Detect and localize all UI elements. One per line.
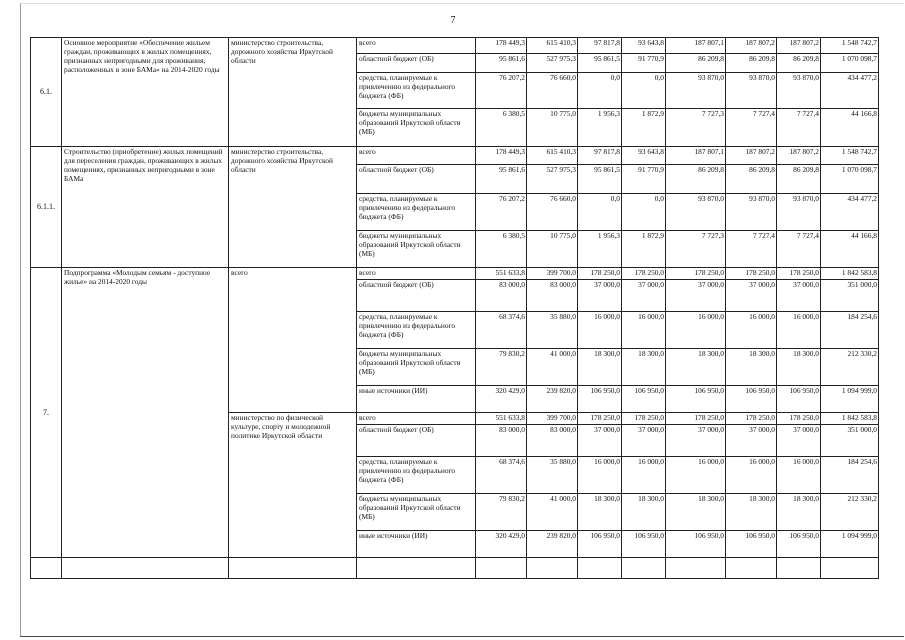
value-cell: 93 870,0 <box>777 194 821 231</box>
funding-source: бюджеты муниципальных образований Иркутской области (МБ) <box>357 109 476 147</box>
empty-cell <box>622 558 666 579</box>
funding-source: средства, планируемые к привлечению из федерального бюджета (ФБ) <box>357 73 476 109</box>
value-cell: 86 209,8 <box>666 165 726 194</box>
value-cell: 551 633,8 <box>476 268 527 280</box>
value-cell: 97 817,8 <box>578 38 622 54</box>
value-cell: 239 820,0 <box>527 531 578 558</box>
value-cell: 44 166,8 <box>821 231 879 268</box>
value-cell: 178 250,0 <box>777 268 821 280</box>
value-cell: 399 700,0 <box>527 413 578 425</box>
value-cell: 97 817,8 <box>578 147 622 165</box>
value-cell: 6 380,5 <box>476 109 527 147</box>
value-cell: 615 410,3 <box>527 147 578 165</box>
value-cell: 178 250,0 <box>622 413 666 425</box>
value-cell: 1 094 999,0 <box>821 386 879 413</box>
value-cell: 37 000,0 <box>777 280 821 312</box>
value-cell: 37 000,0 <box>578 425 622 457</box>
value-cell: 434 477,2 <box>821 194 879 231</box>
empty-cell <box>357 558 476 579</box>
table-row-empty <box>31 558 879 579</box>
value-cell: 1 842 583,8 <box>821 413 879 425</box>
value-cell: 18 300,0 <box>578 349 622 386</box>
value-cell: 79 830,2 <box>476 349 527 386</box>
value-cell: 187 807,2 <box>777 147 821 165</box>
row-executor: министерство строительства, дорожного хозяйства Иркутской области <box>229 38 357 147</box>
value-cell: 35 880,0 <box>527 457 578 494</box>
value-cell: 320 429,0 <box>476 531 527 558</box>
funding-source: всего <box>357 413 476 425</box>
funding-source: областной бюджет (ОБ) <box>357 165 476 194</box>
value-cell: 178 250,0 <box>726 413 777 425</box>
value-cell: 351 000,0 <box>821 425 879 457</box>
value-cell: 83 000,0 <box>527 425 578 457</box>
value-cell: 16 000,0 <box>622 312 666 349</box>
value-cell: 184 254,6 <box>821 312 879 349</box>
value-cell: 106 950,0 <box>622 531 666 558</box>
value-cell: 106 950,0 <box>578 386 622 413</box>
funding-source: всего <box>357 147 476 165</box>
funding-source: всего <box>357 268 476 280</box>
value-cell: 178 250,0 <box>578 268 622 280</box>
value-cell: 351 000,0 <box>821 280 879 312</box>
value-cell: 16 000,0 <box>726 312 777 349</box>
value-cell: 187 807,1 <box>666 38 726 54</box>
value-cell: 1 070 098,7 <box>821 54 879 73</box>
value-cell: 18 300,0 <box>622 349 666 386</box>
value-cell: 178 250,0 <box>666 268 726 280</box>
value-cell: 7 727,4 <box>777 109 821 147</box>
empty-cell <box>777 558 821 579</box>
value-cell: 7 727,3 <box>666 231 726 268</box>
value-cell: 83 000,0 <box>476 425 527 457</box>
value-cell: 16 000,0 <box>777 312 821 349</box>
funding-source: средства, планируемые к привлечению из федерального бюджета (ФБ) <box>357 457 476 494</box>
value-cell: 615 410,3 <box>527 38 578 54</box>
value-cell: 1 070 098,7 <box>821 165 879 194</box>
value-cell: 178 250,0 <box>622 268 666 280</box>
value-cell: 239 820,0 <box>527 386 578 413</box>
value-cell: 106 950,0 <box>726 531 777 558</box>
value-cell: 83 000,0 <box>476 280 527 312</box>
value-cell: 16 000,0 <box>578 457 622 494</box>
value-cell: 0,0 <box>578 73 622 109</box>
value-cell: 86 209,8 <box>777 165 821 194</box>
value-cell: 187 807,1 <box>666 147 726 165</box>
row-code: 7. <box>31 268 62 558</box>
value-cell: 106 950,0 <box>777 386 821 413</box>
value-cell: 0,0 <box>622 194 666 231</box>
funding-source: средства, планируемые к привлечению из федерального бюджета (ФБ) <box>357 194 476 231</box>
value-cell: 399 700,0 <box>527 268 578 280</box>
value-cell: 86 209,8 <box>777 54 821 73</box>
value-cell: 93 870,0 <box>726 73 777 109</box>
value-cell: 18 300,0 <box>578 494 622 531</box>
value-cell: 86 209,8 <box>726 165 777 194</box>
value-cell: 106 950,0 <box>666 531 726 558</box>
value-cell: 44 166,8 <box>821 109 879 147</box>
value-cell: 76 207,2 <box>476 194 527 231</box>
page-number: 7 <box>450 15 456 26</box>
value-cell: 86 209,8 <box>726 54 777 73</box>
value-cell: 106 950,0 <box>666 386 726 413</box>
value-cell: 95 861,6 <box>476 54 527 73</box>
row-name: Строительство (приобретение) жилых помещений для переселения граждан, проживающих в жилых помещениях, признанных непригодными в зоне БАМа <box>62 147 229 268</box>
value-cell: 10 775,0 <box>527 231 578 268</box>
value-cell: 1 872,9 <box>622 109 666 147</box>
value-cell: 18 300,0 <box>666 349 726 386</box>
value-cell: 37 000,0 <box>726 425 777 457</box>
row-executor: министерство строительства, дорожного хозяйства Иркутской области <box>229 147 357 268</box>
value-cell: 76 207,2 <box>476 73 527 109</box>
value-cell: 1 842 583,8 <box>821 268 879 280</box>
funding-source: средства, планируемые к привлечению из федерального бюджета (ФБ) <box>357 312 476 349</box>
table-row <box>31 268 879 280</box>
value-cell: 37 000,0 <box>622 280 666 312</box>
funding-source: областной бюджет (ОБ) <box>357 280 476 312</box>
value-cell: 91 770,9 <box>622 165 666 194</box>
table-row <box>31 147 879 165</box>
value-cell: 1 872,9 <box>622 231 666 268</box>
value-cell: 68 374,6 <box>476 457 527 494</box>
value-cell: 76 660,0 <box>527 194 578 231</box>
value-cell: 106 950,0 <box>777 531 821 558</box>
value-cell: 7 727,3 <box>666 109 726 147</box>
value-cell: 16 000,0 <box>777 457 821 494</box>
value-cell: 37 000,0 <box>666 280 726 312</box>
value-cell: 16 000,0 <box>726 457 777 494</box>
value-cell: 178 250,0 <box>666 413 726 425</box>
funding-source: иные источники (ИИ) <box>357 531 476 558</box>
value-cell: 18 300,0 <box>777 494 821 531</box>
value-cell: 16 000,0 <box>666 312 726 349</box>
empty-cell <box>821 558 879 579</box>
value-cell: 93 870,0 <box>666 194 726 231</box>
value-cell: 527 975,3 <box>527 165 578 194</box>
funding-source: иные источники (ИИ) <box>357 386 476 413</box>
value-cell: 95 861,5 <box>578 54 622 73</box>
value-cell: 106 950,0 <box>726 386 777 413</box>
value-cell: 7 727,4 <box>726 231 777 268</box>
empty-cell <box>31 558 62 579</box>
value-cell: 16 000,0 <box>622 457 666 494</box>
value-cell: 93 643,8 <box>622 38 666 54</box>
empty-cell <box>666 558 726 579</box>
value-cell: 95 861,5 <box>578 165 622 194</box>
value-cell: 7 727,4 <box>726 109 777 147</box>
value-cell: 37 000,0 <box>726 280 777 312</box>
value-cell: 551 633,8 <box>476 413 527 425</box>
value-cell: 35 880,0 <box>527 312 578 349</box>
value-cell: 7 727,4 <box>777 231 821 268</box>
value-cell: 0,0 <box>622 73 666 109</box>
value-cell: 95 861,6 <box>476 165 527 194</box>
value-cell: 37 000,0 <box>777 425 821 457</box>
empty-cell <box>527 558 578 579</box>
table-row <box>31 38 879 54</box>
value-cell: 527 975,3 <box>527 54 578 73</box>
value-cell: 68 374,6 <box>476 312 527 349</box>
funding-source: бюджеты муниципальных образований Иркутской области (МБ) <box>357 349 476 386</box>
empty-cell <box>62 558 229 579</box>
row-executor: министерство по физической культуре, спорту и молодежной политике Иркутской области <box>229 413 357 558</box>
funding-source: бюджеты муниципальных образований Иркутской области (МБ) <box>357 494 476 531</box>
value-cell: 1 956,3 <box>578 231 622 268</box>
value-cell: 1 956,3 <box>578 109 622 147</box>
empty-cell <box>726 558 777 579</box>
value-cell: 41 000,0 <box>527 349 578 386</box>
row-name: Основное мероприятие «Обеспечение жильем граждан, проживающих в жилых помещениях, признанных непригодными для проживания, расположенных в зоне БАМа» на 2014-2020 годы <box>62 38 229 147</box>
value-cell: 178 250,0 <box>777 413 821 425</box>
value-cell: 18 300,0 <box>726 349 777 386</box>
value-cell: 16 000,0 <box>666 457 726 494</box>
value-cell: 1 548 742,7 <box>821 147 879 165</box>
table-body <box>31 38 879 579</box>
value-cell: 18 300,0 <box>622 494 666 531</box>
value-cell: 86 209,8 <box>666 54 726 73</box>
row-code: 6.1. <box>31 38 62 147</box>
funding-source: всего <box>357 38 476 54</box>
value-cell: 106 950,0 <box>578 531 622 558</box>
value-cell: 18 300,0 <box>777 349 821 386</box>
value-cell: 187 807,2 <box>777 38 821 54</box>
value-cell: 37 000,0 <box>666 425 726 457</box>
row-executor: всего <box>229 268 357 413</box>
value-cell: 91 770,9 <box>622 54 666 73</box>
value-cell: 320 429,0 <box>476 386 527 413</box>
value-cell: 178 449,3 <box>476 147 527 165</box>
value-cell: 187 807,2 <box>726 147 777 165</box>
row-code: 6.1.1. <box>31 147 62 268</box>
program-table <box>30 37 879 579</box>
empty-cell <box>476 558 527 579</box>
value-cell: 178 250,0 <box>726 268 777 280</box>
empty-cell <box>578 558 622 579</box>
value-cell: 212 330,2 <box>821 349 879 386</box>
value-cell: 18 300,0 <box>726 494 777 531</box>
value-cell: 83 000,0 <box>527 280 578 312</box>
value-cell: 93 870,0 <box>777 73 821 109</box>
value-cell: 41 000,0 <box>527 494 578 531</box>
value-cell: 37 000,0 <box>578 280 622 312</box>
value-cell: 184 254,6 <box>821 457 879 494</box>
empty-cell <box>229 558 357 579</box>
value-cell: 106 950,0 <box>622 386 666 413</box>
value-cell: 187 807,2 <box>726 38 777 54</box>
value-cell: 0,0 <box>578 194 622 231</box>
value-cell: 37 000,0 <box>622 425 666 457</box>
funding-source: областной бюджет (ОБ) <box>357 425 476 457</box>
row-name: Подпрограмма «Молодым семьям - доступное жилье» на 2014-2020 годы <box>62 268 229 558</box>
value-cell: 434 477,2 <box>821 73 879 109</box>
value-cell: 93 870,0 <box>726 194 777 231</box>
funding-source: областной бюджет (ОБ) <box>357 54 476 73</box>
value-cell: 18 300,0 <box>666 494 726 531</box>
value-cell: 93 870,0 <box>666 73 726 109</box>
value-cell: 212 330,2 <box>821 494 879 531</box>
value-cell: 16 000,0 <box>578 312 622 349</box>
value-cell: 10 775,0 <box>527 109 578 147</box>
value-cell: 6 380,5 <box>476 231 527 268</box>
funding-source: бюджеты муниципальных образований Иркутской области (МБ) <box>357 231 476 268</box>
value-cell: 178 250,0 <box>578 413 622 425</box>
value-cell: 93 643,8 <box>622 147 666 165</box>
value-cell: 178 449,3 <box>476 38 527 54</box>
value-cell: 76 660,0 <box>527 73 578 109</box>
value-cell: 1 094 999,0 <box>821 531 879 558</box>
value-cell: 1 548 742,7 <box>821 38 879 54</box>
value-cell: 79 830,2 <box>476 494 527 531</box>
